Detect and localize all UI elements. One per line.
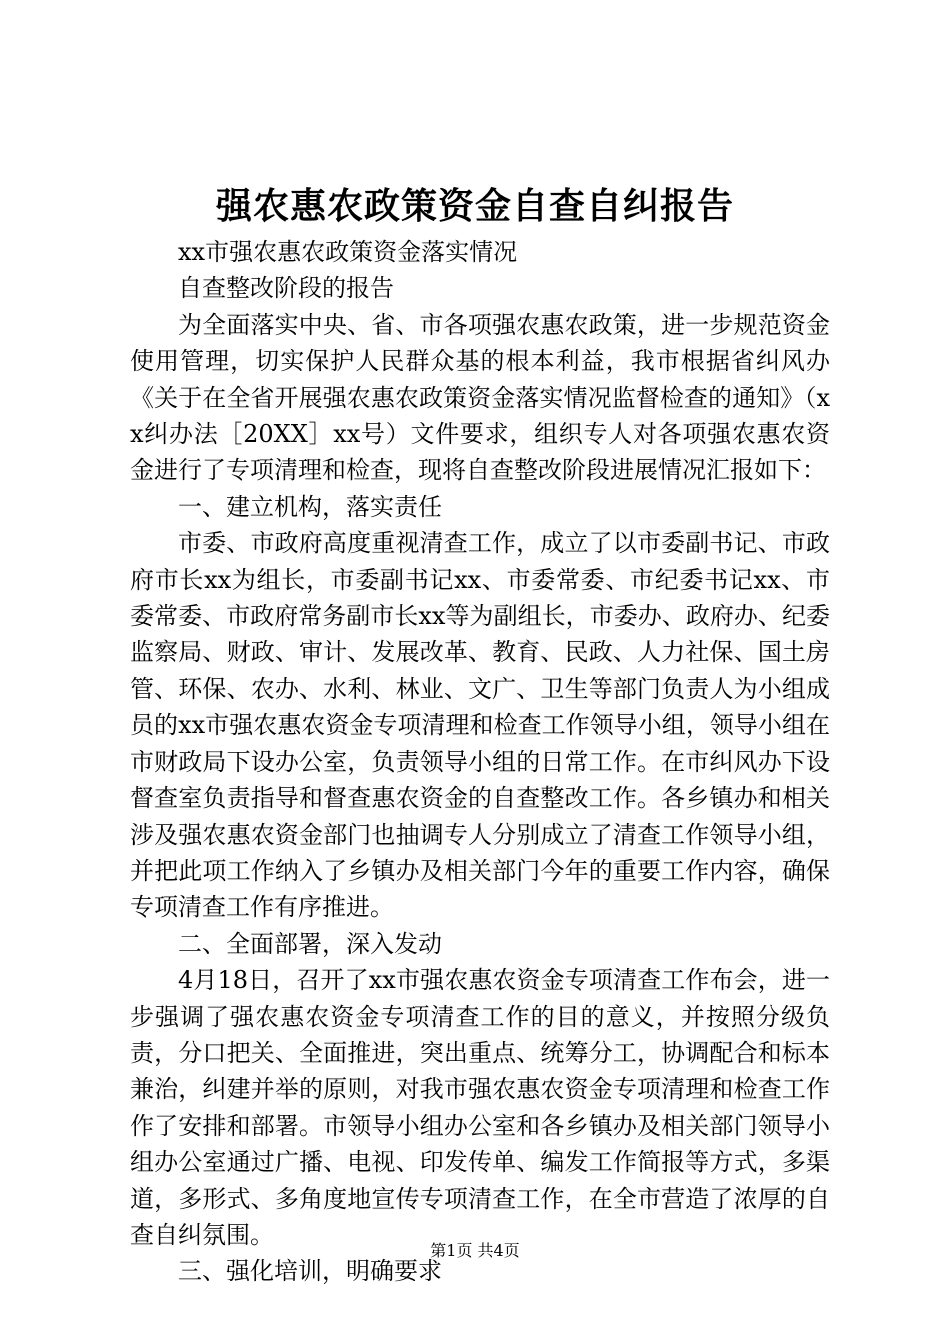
section-heading-3: 三、强化培训，明确要求 (178, 1257, 442, 1286)
section-paragraph-2: 4月18日，召开了xx市强农惠农资金专项清查工作布会，进一步强调了强农惠农资金专项清查工作的目的意义，并按照分级负责，分口把关、全面推进，突出重点、统筹分工，协调配合和标本兼治，纠建并举的原则，对我市强农惠农资金专项清理和检查工作作了安排和部署。市领导小组办公室和各乡镇办及相关部门领导小组办公室通过广播、电视、印发传单、编发工作简报等方式，多渠道，多形式、多角度地宣传专项清查工作，在全市营造了浓厚的自查自纠氛围。 (130, 966, 830, 1249)
document-body (130, 234, 830, 1290)
section-heading-2: 二、全面部署，深入发动 (178, 929, 442, 958)
document-title: 强农惠农政策资金自查自纠报告 (215, 185, 734, 227)
page-number-footer: 第1页 共4页 (430, 1241, 520, 1260)
section-heading-1: 一、建立机构，落实责任 (178, 492, 442, 521)
section-paragraph-1: 市委、市政府高度重视清查工作，成立了以市委副书记、市政府市长xx为组长，市委副书记xx、市委常委、市纪委书记xx、市委常委、市政府常务副市长xx等为副组长，市委办、政府办、纪委监察局、财政、审计、发展改革、教育、民政、人力社保、国土房管、环保、农办、水利、林业、文广、卫生等部门负责人为小组成员的xx市强农惠农资金专项清理和检查工作领导小组，领导小组在市财政局下设办公室，负责领导小组的日常工作。在市纠风办下设督查室负责指导和督查惠农资金的自查整改工作。各乡镇办和相关涉及强农惠农资金部门也抽调专人分别成立了清查工作领导小组，并把此项工作纳入了乡镇办及相关部门今年的重要工作内容，确保专项清查工作有序推进。 (130, 529, 830, 922)
intro-paragraph: 为全面落实中央、省、市各项强农惠农政策，进一步规范资金使用管理，切实保护人民群众基的根本利益，我市根据省纠风办《关于在全省开展强农惠农政策资金落实情况监督检查的通知》（xx纠办法［20XX］xx号）文件要求，组织专人对各项强农惠农资金进行了专项清理和检查，现将自查整改阶段进展情况汇报如下： (130, 310, 830, 485)
subtitle-line-1: xx市强农惠农政策资金落实情况 (178, 238, 518, 266)
subtitle-line-2: 自查整改阶段的报告 (178, 274, 394, 303)
